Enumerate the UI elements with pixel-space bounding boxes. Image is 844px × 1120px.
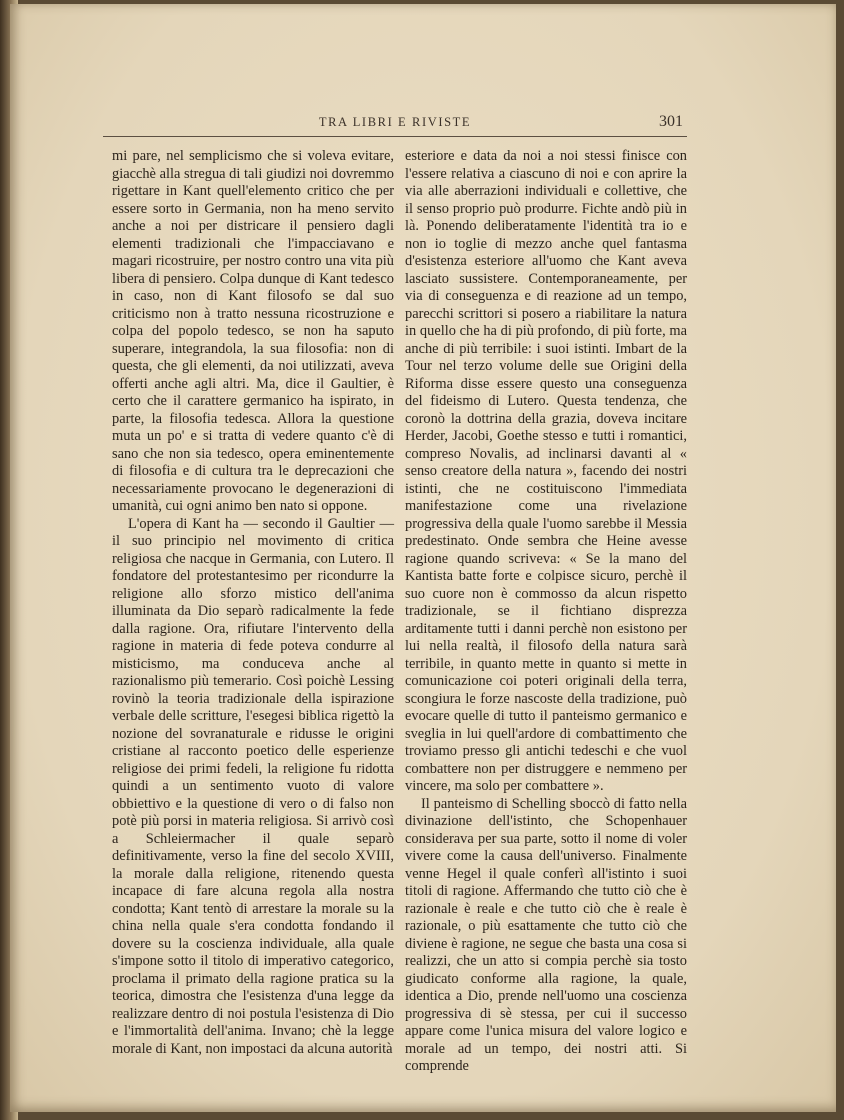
paragraph: Il panteismo di Schelling sboccò di fatto nella divinazione dell'istinto, che Schopenhauer considerava per sua parte, sotto il nome di voler vivere come la causa dell'universo. Finalmente venne Hegel il quale conferì all'istinto i suoi titoli di ragione. Affermando che tutto ciò che è razionale è reale e che tutto ciò che è reale è razionale, o più esattamente che tutto ciò che diviene è ragione, ne segue che basta una cosa si realizzi, che un atto si compia perchè sia tosto giudicato conforme alla ragione, la quale, identica a Dio, prende nell'uomo una coscienza progressiva di sè stessa, per cui il successo appare come l'unica misura del valore logico e morale ad un tempo, dei nostri atti. Si comprende [405,795,687,1074]
page-header [103,113,687,133]
paragraph: esteriore e data da noi a noi stessi finisce con l'essere relativa a ciascuno di noi e con aprire la via alle aberrazioni individuali e collettive, che il senso proprio può produrre. Fichte andò più in là. Ponendo deliberatamente l'identità tra io e non io toglie di mezzo anche quel fantasma d'esistenza esteriore all'uomo che Kant aveva lasciato sussistere. Contemporaneamente, per via di conseguenza e di reazione ad un tempo, parecchi scrittori si posero a riabilitare la natura in quello che ha di più profondo, di più forte, ma anche di più terribile: i suoi istinti. Imbart de la Tour nel terzo volume delle sue Origini della Riforma disse essere questo una conseguenza del fideismo di Lutero. Questa tendenza, che coronò la dottrina della grazia, doveva incitare Herder, Jacobi, Goethe stesso e tutti i romantici, compreso Novalis, ad inclinarsi davanti al « senso creatore della natura », facendo dei nostri istinti, che ne costituiscono l'immediata manifestazione come una rivelazione progressiva della quale l'uomo sarebbe il Messia predestinato. Onde sembra che Heine avesse ragione quando scriveva: « Se la mano del Kantista batte forte e colpisce sicuro, perchè il suo cuore non è commosso da alcun rispetto tradizionale, se il fichtiano disprezza arditamente tutti i danni perchè non esistono per lui nella realtà, il filosofo della natura sarà terribile, in quanto mette in quanto si mette in comunicazione coi poteri originali della terra, scongiura le forze nascoste della tradizione, può evocare quelle di tutto il panteismo germanico e sveglia in lui quell'ardore di combattimento che troviamo presso gli antichi tedeschi e che vuol combattere non per distruggere e nemmeno per vincere, ma solo per combattere ». [405,148,687,794]
paragraph: L'opera di Kant ha — secondo il Gaultier — il suo principio nel movimento di critica religiosa che nacque in Germania, con Lutero. Il fondatore del protestantesimo per ricondurre la religione allo sforzo mistico dell'anima illuminata da Dio separò radicalmente la fede dalla ragione. Ora, rifiutare l'intervento della ragione in materia di fede poteva condurre al misticismo, ma conduceva anche al razionalismo più temerario. Così poichè Lessing rovinò la teoria tradizionale della ispirazione verbale delle scritture, l'esegesi biblica rigettò la nozione del sovranaturale e ridusse le origini cristiane al racconto poetico delle esperienze religiose dei primi fedeli, la religione fu ridotta quindi a un sentimento vuoto di valore obbiettivo e la questione di vero o di falso non potè più porsi in materia religiosa. Si arrivò così a Schleiermacher il quale separò definitivamente, verso la fine del secolo XVIII, la morale dalla religione, ritenendo questa incapace di fare alcuna regola alla nostra condotta; Kant tentò di arrestare la morale su la china nella quale s'era condotta fondando il dovere su la coscienza individuale, alla quale s'impone sotto il titolo di imperativo categorico, proclama il primato della ragione pratica su la teorica, dimostra che l'esistenza d'una legge da realizzare dentro di noi postula l'esistenza di Dio e l'immortalità dell'anima. Invano; chè la legge morale di Kant, non impostaci da alcuna autorità [112,515,394,1057]
right-column [405,148,687,1076]
paragraph: mi pare, nel semplicismo che si voleva evitare, giacchè alla stregua di tali giudizi noi dovremmo rigettare in Kant quell'elemento critico che per essere sorto in Germania, non ha meno servito anche a noi per districare il pensiero dagli elementi tradizionali che l'impacciavano e magari ricostruire, per nostro contro una vita più libera di pensiero. Colpa dunque di Kant tedesco in caso, non di Kant filosofo se dal suo criticismo non à tratto nessuna ricostruzione e colpa del popolo tedesco, se non ha saputo superare, integrandola, la sua filosofia: non di questa, che gli elementi, da noi utilizzati, aveva offerti anche agli altri. Ma, dice il Gaultier, è certo che il carattere germanico ha ispirato, in parte, la filosofia tedesca. Allora la questione muta un po' e si tratta di vedere quanto c'è di sano che non sia tedesco, opera eminentemente di filosofia e di cultura tra le deprecazioni che necessariamente provocano le degenerazioni di umanità, cui ogni animo ben nato si oppone. [112,148,394,514]
running-head: TRA LIBRI E RIVISTE [318,115,472,129]
page-number: 301 [659,113,683,130]
left-column [112,148,394,1058]
header-rule [103,136,687,137]
